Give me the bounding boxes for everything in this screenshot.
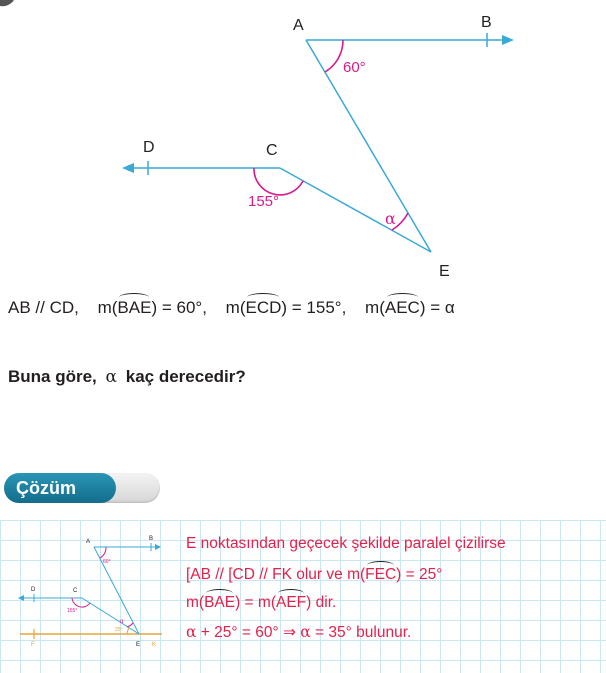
bae-arc-name: BAE: [117, 298, 152, 317]
angle-aec-statement: [365, 298, 455, 317]
ecd-suffix: ) = 155°,: [281, 298, 347, 317]
small-angle-arc-fec: [127, 628, 129, 634]
solution-badge-label: Çözüm: [4, 473, 116, 503]
small-angle-arc-dce: [72, 598, 90, 607]
parallel-statement: AB // CD,: [8, 298, 79, 317]
solution-line-1: E noktasından geçecek şekilde paralel çizilirse: [186, 535, 506, 552]
angle-arc-dce: [254, 168, 303, 195]
point-label-d: D: [143, 139, 155, 156]
small-angle-label-dce: 155°: [67, 608, 78, 614]
solution-line-2-a: [AB // [CD // FK olur ve m(: [186, 566, 366, 583]
aec-prefix: m(: [365, 298, 385, 317]
solution-line-4-d: = 35° bulunur.: [310, 624, 412, 641]
solution-line-4-alpha-1: α: [186, 623, 197, 641]
main-figure: [0, 0, 606, 290]
solution-line-4-b: + 25° = 60° ⇒: [196, 624, 301, 641]
question-part1: Buna göre,: [8, 367, 97, 386]
solution-line-4: [186, 623, 411, 642]
corner-decoration: [0, 0, 14, 6]
small-point-label-b: B: [149, 536, 154, 542]
aec-suffix: ) = α: [419, 298, 455, 317]
solution-arc-fec: FEC: [365, 566, 397, 583]
angle-label-bae: 60°: [343, 59, 366, 76]
bae-prefix: m(: [97, 298, 118, 317]
question: [8, 367, 246, 387]
ecd-prefix: m(: [225, 298, 246, 317]
point-label-c: C: [266, 142, 278, 159]
small-angle-label-bae: 60°: [103, 559, 111, 565]
solution-line-4-alpha-2: α: [300, 623, 311, 641]
point-label-a: A: [293, 17, 304, 34]
question-alpha: α: [105, 367, 118, 387]
question-part2: kaç derecedir?: [125, 367, 246, 386]
small-arrow-d: [18, 595, 24, 601]
small-figure: [0, 527, 180, 667]
solution-line-2-b: ) = 25°: [396, 566, 443, 583]
solution-arc-aef: AEF: [276, 594, 307, 611]
ecd-arc-name: ECD: [245, 298, 282, 317]
point-label-b: B: [481, 14, 492, 31]
segment-ce: [280, 168, 431, 252]
small-point-label-e: E: [136, 642, 141, 648]
small-point-label-f: F: [31, 642, 35, 648]
solution-badge: [4, 473, 160, 503]
solution-line-3-b: ) = m(: [235, 594, 276, 611]
bae-suffix: ) = 60°,: [151, 298, 207, 317]
small-point-label-d: D: [31, 587, 36, 593]
segment-ae: [306, 40, 431, 252]
small-segment-ae: [94, 547, 139, 634]
small-point-label-c: C: [73, 588, 78, 594]
small-angle-arc-aec: [127, 623, 133, 627]
solution-line-2: [186, 566, 442, 584]
small-angle-arc-bae: [100, 547, 106, 558]
small-segment-ce: [82, 598, 139, 634]
solution-arc-bae: BAE: [204, 594, 236, 611]
arrow-b: [502, 35, 514, 45]
small-angle-label-fec: 25°: [115, 627, 123, 633]
small-point-label-a: A: [86, 539, 91, 545]
angle-arc-bae: [325, 40, 343, 72]
aec-arc-name: AEC: [384, 298, 420, 317]
given-statement: [8, 298, 469, 318]
small-arrow-b: [155, 544, 161, 550]
solution-line-3: [186, 594, 336, 612]
solution-line-3-a: m(: [186, 594, 205, 611]
small-point-label-k: K: [152, 642, 157, 648]
angle-bae-statement: [98, 298, 207, 317]
angle-label-dce: 155°: [248, 193, 280, 210]
small-angle-label-alpha: α: [120, 619, 124, 625]
point-label-e: E: [439, 263, 450, 280]
solution-line-3-c: ) dir.: [306, 594, 337, 611]
angle-label-aec: α: [385, 209, 396, 228]
angle-ecd-statement: [226, 298, 347, 317]
arrow-d: [122, 163, 134, 173]
